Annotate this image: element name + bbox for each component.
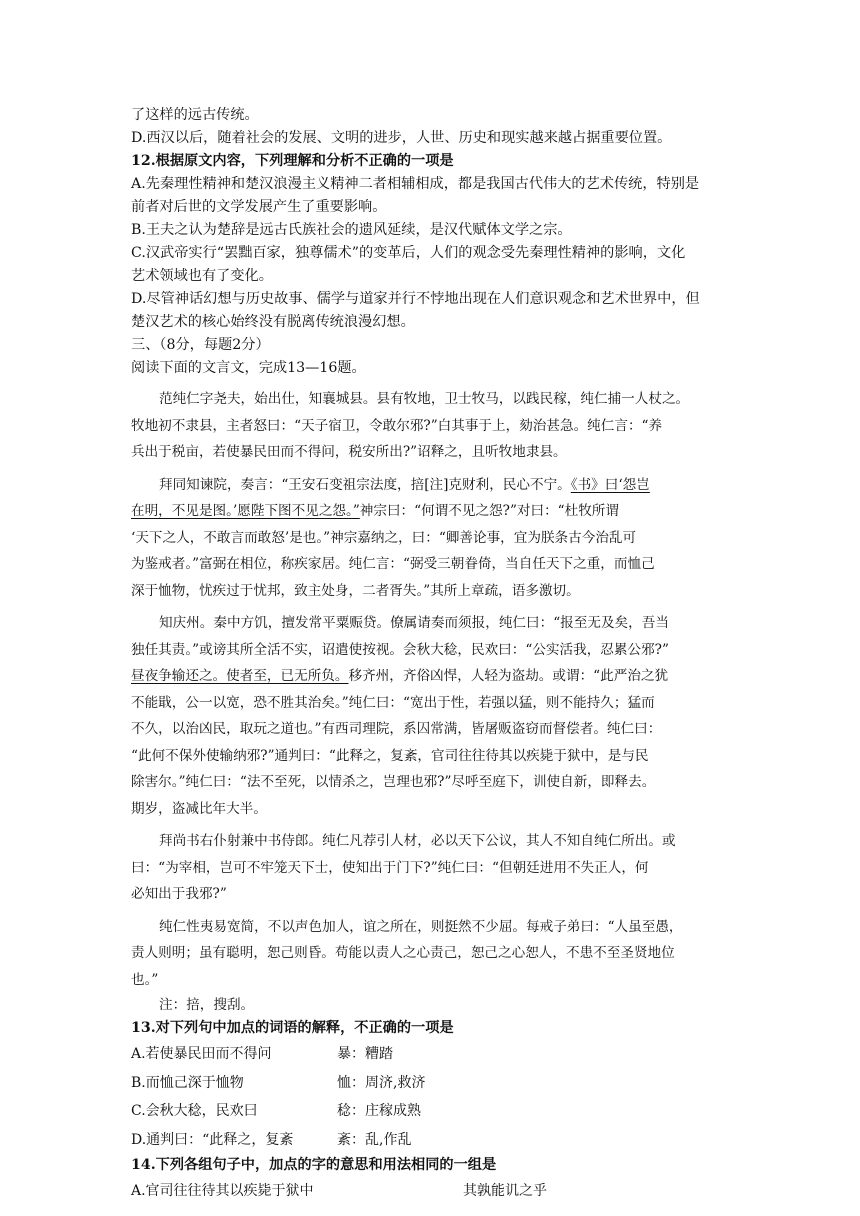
q13-option-b [131, 1069, 737, 1098]
q13-option-c [131, 1097, 737, 1126]
passage-p3-line5: 不久，以治凶民，取玩之道也。”有西司理院，系囚常满，皆屠贩盗窃而督偿者。纯仁曰： [131, 721, 662, 737]
passage-p3-line3 [131, 663, 737, 690]
passage-p3-line1: 知庆州。秦中方饥，擅发常平粟赈贷。僚属请奏而须报，纯仁曰：“报至无及矣，吾当 [159, 615, 669, 631]
passage-text: 神宗曰：“何谓不见之怨?”对曰：“杜牧所谓 [359, 503, 619, 519]
q12-option-d-line2: 楚汉艺术的核心始终没有脱离传统浪漫幻想。 [131, 314, 415, 330]
q12-option-c-line1: C.汉武帝实行“罢黜百家，独尊儒术”的变革后，人们的观念受先秦理性精神的影响，文化 [131, 245, 686, 261]
option-sentence: B.而恤己深于恤物 [131, 1074, 244, 1091]
passage-p2-line3: ‘天下之人，不敢言而敢怒’是也。”神宗嘉纳之，曰：“卿善论事，宜为朕条古今治乱可 [131, 529, 637, 546]
passage-p4-line1: 拜尚书右仆射兼中书侍郎。纯仁凡荐引人材，必以天下公议，其人不知自纯仁所出。或 [159, 833, 676, 849]
option-sentence: A.若使暴民田而不得问 [131, 1046, 272, 1062]
passage-p5-line2: 责人则明；虽有聪明，恕己则昏。苟能以责人之心责己，恕己之心恕人，不患不至圣贤地位 [131, 945, 675, 961]
passage-text: 移齐州，齐俗凶悍，人轻为盗劫。或谓：“此严治之犹 [348, 668, 669, 684]
classical-passage [131, 386, 737, 1017]
option-explanation: 紊：乱,作乱 [337, 1131, 412, 1148]
question-12-title: 12.根据原文内容，下列理解和分析不正确的一项是 [131, 153, 454, 169]
option-explanation: 暴：糟踏 [337, 1046, 393, 1062]
passage-p1-line3: 兵出于税亩，若使暴民田而不得问，税安所出?”诏释之，且听牧地隶县。 [131, 444, 567, 460]
passage-p2-line4: 为鉴戒者。”富弼在相位，称疾家居。纯仁言：“弼受三朝眷倚，当自任天下之重，而恤己 [131, 556, 655, 572]
option-sentence-left: A.官司往往待其以疾毙于狱中 [131, 1183, 314, 1199]
passage-p3-line6: “此何不保外使输纳邪?”通判曰：“此释之，复紊，官司往往待其以疾毙于狱中，是与民 [131, 747, 649, 764]
passage-p2-line1 [131, 472, 737, 499]
q12-option-a-line1: A.先秦理性精神和楚汉浪漫主义精神二者相辅相成，都是我国古代伟大的艺术传统，特别是 [131, 176, 700, 192]
option-explanation: 稔：庄稼成熟 [337, 1103, 421, 1119]
passage-p3-line7: 除害尔。”纯仁曰：“法不至死，以情杀之，岂理也邪?”尽呼至庭下，训使自新，即释去。 [131, 774, 656, 790]
q12-option-d-line1: D.尽管神话幻想与历史故事、儒学与道家并行不悖地出现在人们意识观念和艺术世界中，但 [131, 291, 700, 307]
prev-option-d: D.西汉以后，随着社会的发展、文明的进步，人世、历史和现实越来越占据重要位置。 [131, 130, 672, 146]
q12-option-b: B.王夫之认为楚辞是远古氏族社会的遗风延续，是汉代赋体文学之宗。 [131, 222, 572, 238]
passage-p3-line8: 期岁，盗减比年大半。 [131, 800, 267, 817]
prev-option-continuation: 了这样的远古传统。 [131, 107, 259, 123]
passage-p2-line2 [131, 498, 737, 525]
passage-p1-line1: 范纯仁字尧夫，始出仕，知襄城县。县有牧地，卫士牧马，以践民稼，纯仁捕一人杖之。 [159, 391, 690, 407]
passage-p3-line2: 独任其责。”或谤其所全活不实，诏遣使按视。会秋大稔，民欢曰：“公实活我，忍累公邪?” [131, 641, 669, 658]
passage-p5-line3: 也。” [131, 971, 159, 988]
passage-p4-line3: 必知出于我邪?” [131, 886, 227, 902]
option-explanation: 恤：周济,救济 [337, 1074, 426, 1091]
q13-option-a [131, 1040, 737, 1069]
passage-text: 拜同知谏院，奏言：“王安石变祖宗法度，掊[注]克财利，民心不宁。 [159, 476, 571, 493]
q13-option-d [131, 1126, 737, 1155]
option-sentence-right: 其孰能讥之乎 [463, 1183, 547, 1199]
passage-p2-line5: 深于恤物，忧疾过于忧邦，致主处身，二者胥失。”其所上章疏，语多激切。 [131, 582, 580, 599]
passage-p3-line4: 不能戢，公一以宽，恐不胜其治矣。”纯仁曰：“宽出于性，若强以猛，则不能持久；猛而 [131, 694, 655, 711]
q12-option-a-line2: 前者对后世的文学发展产生了重要影响。 [131, 199, 387, 215]
underlined-sentence: 《书》曰‘怨岂 [570, 476, 650, 493]
q13-options [131, 1040, 737, 1154]
underlined-sentence: 昼夜争输还之。使者至，已无所负。 [131, 668, 349, 684]
q12-option-c-line2: 艺术领域也有了变化。 [131, 268, 273, 284]
passage-p5-line1: 纯仁性夷易宽简，不以声色加人，谊之所在，则挺然不少屈。每戒子弟曰：“人虽至愚， [159, 918, 683, 935]
question-13-title: 13.对下列句中加点的词语的解释，不正确的一项是 [131, 1020, 454, 1036]
section-3-heading: 三、（8分，每题2分） [131, 337, 270, 353]
q14-option-a [131, 1177, 737, 1205]
passage-footnote: 注：掊，搜刮。 [159, 997, 255, 1013]
option-sentence: C.会秋大稔，民欢曰 [131, 1103, 258, 1119]
underlined-sentence: 在明，不见是图。’愿陛下图不见之怨。” [131, 503, 360, 519]
section-3-instruction: 阅读下面的文言文，完成13—16题。 [131, 360, 366, 376]
passage-p1-line2: 牧地初不隶县，主者怒曰：“天子宿卫，令敢尔邪?”白其事于上，劾治甚急。纯仁言：“养 [131, 417, 663, 434]
question-14-title: 14.下列各组句子中，加点的字的意思和用法相同的一组是 [131, 1157, 497, 1173]
passage-p4-line2: 曰：“为宰相，岂可不牢笼天下士，使知出于门下?”纯仁曰：“但朝廷进用不失正人，何 [131, 859, 649, 876]
option-sentence: D.通判曰：“此释之，复紊 [131, 1131, 294, 1148]
page-content [131, 104, 737, 1205]
